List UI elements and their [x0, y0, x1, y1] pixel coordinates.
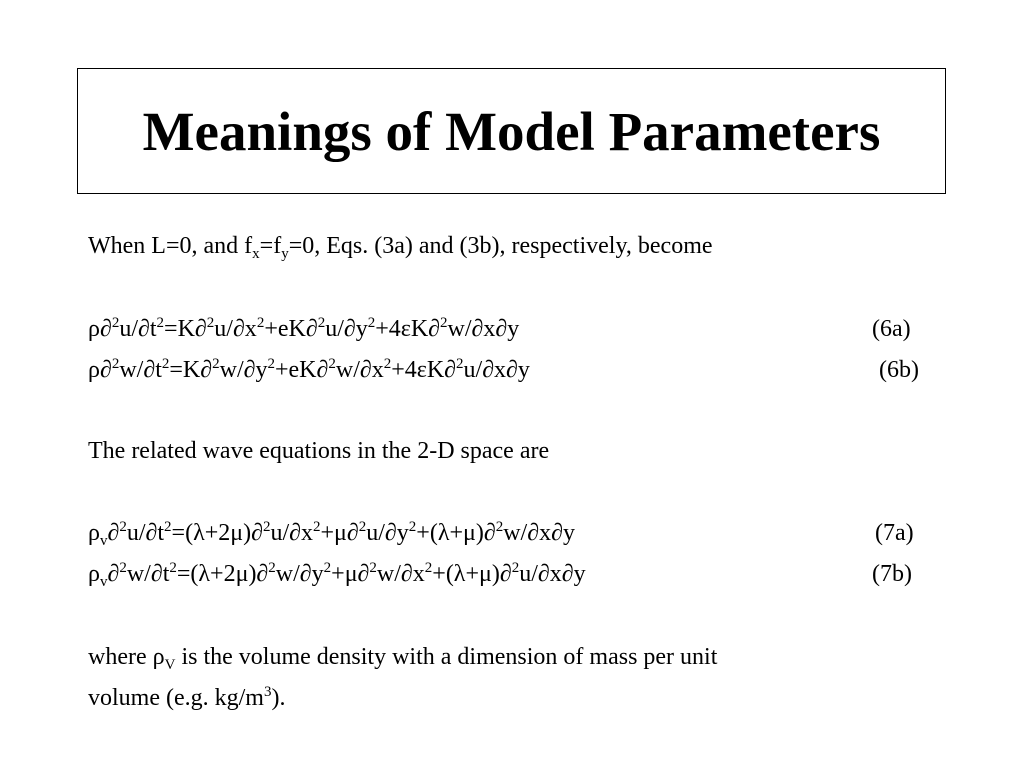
wave-intro-line: The related wave equations in the 2-D space are [88, 438, 550, 464]
equation-number-7b: (7b) [872, 561, 912, 587]
equation-6a: $\rho\partial^2u/\partial t^2=K\partial^2u/\partial x^2+eK\partial^2u/\partial y^2+4\varepsilon K\partial^2w/\partial x\partial y$ (6a) [88, 315, 911, 342]
equation-6b: $\rho\partial^2w/\partial t^2=K\partial^2w/\partial y^2+eK\partial^2w/\partial x^2+4\varepsilon K\partial^2u/\partial x\partial y$ (6b) [88, 356, 919, 383]
title-box [77, 68, 946, 194]
intro-line: When L=0, and $f_x=f_y=0$, Eqs. (3a) and (3b), respectively, become [88, 233, 713, 262]
equation-number-6a: (6a) [872, 316, 911, 342]
equation-number-7a: (7a) [875, 520, 914, 546]
slide-title: Meanings of Model Parameters [142, 100, 881, 162]
where-line: where $\rho_V$ is the volume density with a dimension of mass per unit [88, 644, 718, 673]
equation-7a: $\rho_v\partial^2u/\partial t^2=(\lambda+2\mu)\partial^2u/\partial x^2+\mu\partial^2u/\partial y^2+(\lambda+\mu)\partial^2w/\partial x\partial y$ (7a) [88, 519, 914, 549]
equation-number-6b: (6b) [879, 357, 919, 383]
volume-line: volume (e.g. $kg/m^3$). [88, 684, 286, 711]
equation-7b: $\rho_v\partial^2w/\partial t^2=(\lambda+2\mu)\partial^2w/\partial y^2+\mu\partial^2w/\partial x^2+(\lambda+\mu)\partial^2u/\partial x\partial y$ (7b) [88, 560, 912, 590]
